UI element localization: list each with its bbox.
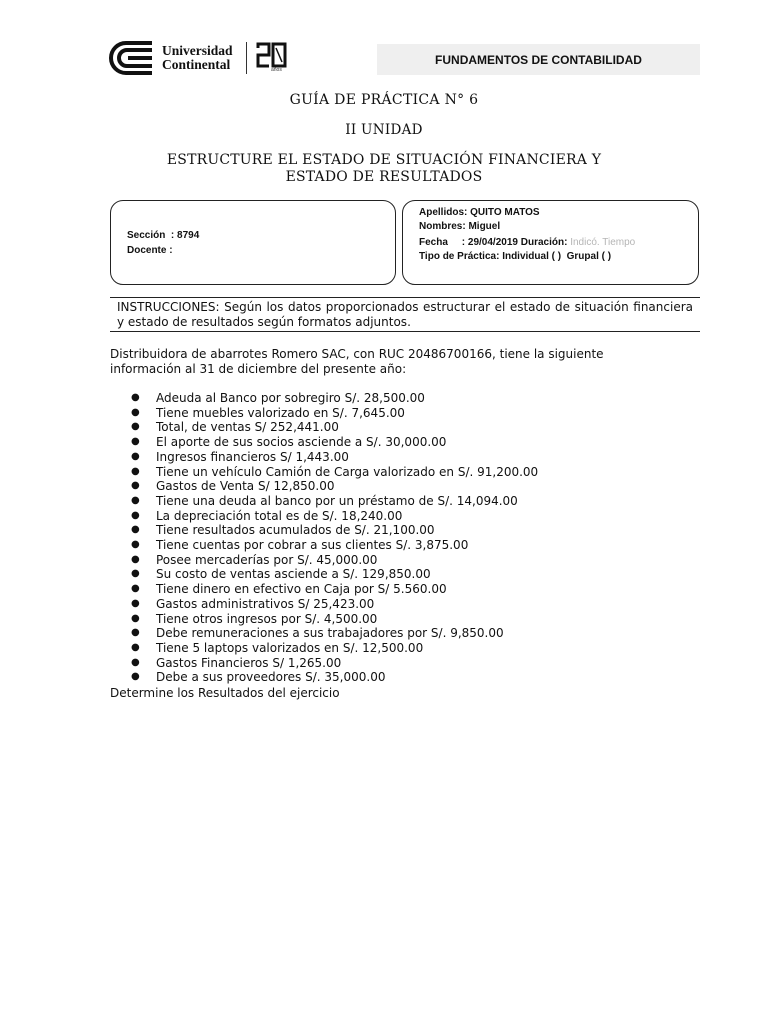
list-item-text: El aporte de sus socios asciende a S/. 30,000.00 xyxy=(156,435,447,450)
list-item-text: Gastos de Venta S/ 12,850.00 xyxy=(156,479,335,494)
bullet-icon: ● xyxy=(131,450,140,462)
list-item xyxy=(110,567,700,582)
teacher-row: Docente : xyxy=(127,245,173,256)
list-item-text: Tiene dinero en efectivo en Caja por S/ 5.560.00 xyxy=(156,582,447,597)
section-label: Sección xyxy=(127,230,166,241)
individual-option: Individual ( ) xyxy=(502,251,562,262)
date-label: Fecha xyxy=(419,237,448,248)
bullet-icon: ● xyxy=(131,656,140,668)
name-value: Miguel xyxy=(468,221,501,232)
duration-label: Duración: xyxy=(520,237,568,248)
list-item xyxy=(110,626,700,641)
instructions-bottom-rule xyxy=(110,331,700,332)
date-value: 29/04/2019 xyxy=(467,237,518,248)
bullet-icon: ● xyxy=(131,627,140,639)
list-item xyxy=(110,670,700,685)
list-item-text: Tiene cuentas por cobrar a sus clientes S/. 3,875.00 xyxy=(156,538,469,553)
list-item-text: Debe remuneraciones a sus trabajadores por S/. 9,850.00 xyxy=(156,626,504,641)
list-item-text: Tiene un vehículo Camión de Carga valorizado en S/. 91,200.00 xyxy=(156,464,539,479)
bullet-icon: ● xyxy=(131,539,140,551)
account-items-list xyxy=(110,391,700,685)
list-item-text: Gastos administrativos S/ 25,423.00 xyxy=(156,596,375,611)
logo-divider xyxy=(246,42,247,74)
bullet-icon: ● xyxy=(131,553,140,565)
name-label: Nombres: xyxy=(419,221,466,232)
list-item-text: La depreciación total es de S/. 18,240.00 xyxy=(156,508,403,523)
list-item xyxy=(110,450,700,465)
list-item-text: Tiene resultados acumulados de S/. 21,100.00 xyxy=(156,523,435,538)
bullet-icon: ● xyxy=(131,641,140,653)
group-option: Grupal ( ) xyxy=(566,251,612,262)
list-item xyxy=(110,435,700,450)
list-item-text: Tiene una deuda al banco por un préstamo de S/. 14,094.00 xyxy=(156,493,518,508)
section-row: Sección : 8794 xyxy=(127,230,200,241)
section-info-box xyxy=(110,200,396,285)
bullet-icon: ● xyxy=(131,612,140,624)
list-item xyxy=(110,465,700,480)
topic-line1: ESTRUCTURE EL ESTADO DE SITUACIÓN FINANCIERA Y xyxy=(166,152,602,168)
bullet-icon: ● xyxy=(131,509,140,521)
list-item xyxy=(110,406,700,421)
list-item xyxy=(110,523,700,538)
bullet-icon: ● xyxy=(131,392,140,403)
list-item xyxy=(110,656,700,671)
university-logo xyxy=(108,40,294,80)
guide-title: GUÍA DE PRÁCTICA N° 6 xyxy=(289,92,479,108)
list-item-text: Su costo de ventas asciende a S/. 129,850.00 xyxy=(156,567,431,582)
problem-intro xyxy=(110,347,700,376)
list-item xyxy=(110,509,700,524)
logo-line2: Continental xyxy=(162,57,231,72)
list-item xyxy=(110,582,700,597)
list-item-text: Debe a sus proveedores S/. 35,000.00 xyxy=(156,670,386,685)
list-item xyxy=(110,391,700,406)
list-item-text: Tiene muebles valorizado en S/. 7,645.00 xyxy=(156,405,405,420)
continental-logo-icon xyxy=(108,40,156,76)
unit-title: II UNIDAD xyxy=(345,122,423,138)
course-title: FUNDAMENTOS DE CONTABILIDAD xyxy=(377,44,700,75)
bullet-icon: ● xyxy=(131,406,140,418)
list-item xyxy=(110,553,700,568)
logo-wordmark xyxy=(162,44,233,72)
list-item xyxy=(110,612,700,627)
intro-line2: información al 31 de diciembre del presente año: xyxy=(110,361,407,376)
topic-title xyxy=(0,152,768,186)
logo-line1: Universidad xyxy=(162,43,233,58)
list-item xyxy=(110,479,700,494)
bullet-icon: ● xyxy=(131,583,140,595)
list-item xyxy=(110,641,700,656)
student-info-box xyxy=(402,200,699,285)
date-row: Fecha : 29/04/2019 Duración: Indicó. Tiempo xyxy=(419,237,636,248)
bullet-icon: ● xyxy=(131,671,140,683)
list-item-text: Total, de ventas S/ 252,441.00 xyxy=(156,420,339,435)
bullet-icon: ● xyxy=(131,421,140,433)
list-item xyxy=(110,494,700,509)
list-item-text: Posee mercaderías por S/. 45,000.00 xyxy=(156,552,378,567)
bullet-icon: ● xyxy=(131,494,140,506)
bullet-icon: ● xyxy=(131,568,140,580)
bullet-icon: ● xyxy=(131,524,140,536)
anniversary-label: años xyxy=(271,67,282,73)
list-item-text: Ingresos financieros S/ 1,443.00 xyxy=(156,449,349,464)
bullet-icon: ● xyxy=(131,436,140,448)
anniversary-20-icon xyxy=(256,42,288,68)
name-row xyxy=(419,220,500,234)
list-item xyxy=(110,420,700,435)
intro-line1: Distribuidora de abarrotes Romero SAC, con RUC 20486700166, tiene la siguiente xyxy=(110,347,604,361)
bullet-icon: ● xyxy=(131,465,140,477)
practice-type-label: Tipo de Práctica: xyxy=(419,251,500,262)
list-item-text: Tiene 5 laptops valorizados en S/. 12,500.00 xyxy=(156,640,424,655)
list-item-text: Adeuda al Banco por sobregiro S/. 28,500.00 xyxy=(156,391,425,405)
list-item-text: Tiene otros ingresos por S/. 4,500.00 xyxy=(156,611,378,626)
topic-line2: ESTADO DE RESULTADOS xyxy=(285,169,483,185)
closing-instruction: Determine los Resultados del ejercicio xyxy=(110,686,340,700)
surname-value: QUITO MATOS xyxy=(470,207,540,218)
teacher-label: Docente xyxy=(127,245,167,256)
list-item xyxy=(110,538,700,553)
practice-type-row xyxy=(419,250,611,264)
bullet-icon: ● xyxy=(131,480,140,492)
section-value: 8794 xyxy=(177,230,200,241)
surname-label: Apellidos: xyxy=(419,207,468,218)
list-item-text: Gastos Financieros S/ 1,265.00 xyxy=(156,655,342,670)
instructions-top-rule xyxy=(110,297,700,298)
list-item xyxy=(110,597,700,612)
surname-row xyxy=(419,206,540,220)
instructions-text: INSTRUCCIONES: Según los datos proporcionados estructurar el estado de situación financiera y estado de resultados según formatos adjuntos. xyxy=(117,300,693,329)
bullet-icon: ● xyxy=(131,597,140,609)
duration-field[interactable]: Indicó. Tiempo xyxy=(570,237,636,248)
